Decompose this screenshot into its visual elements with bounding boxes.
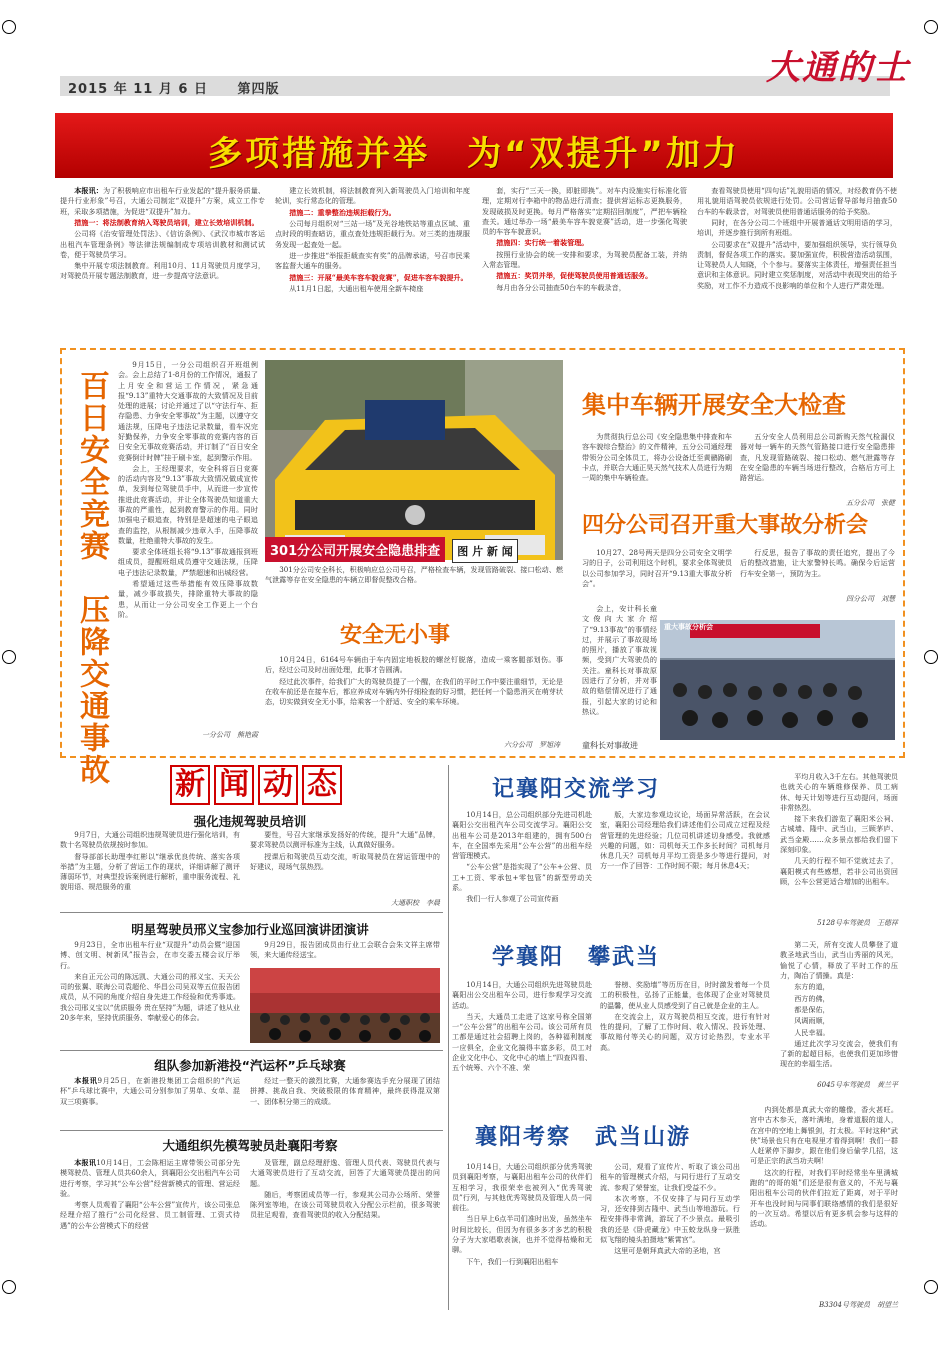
paragraph	[452, 1012, 592, 1074]
paragraph-text: 10月14日，大通公司组织先进驾驶员赴襄阳出公交出租车公司，进行参观学习交流活动。	[452, 980, 592, 1010]
paragraph	[275, 251, 470, 272]
inspection-col1	[582, 432, 732, 512]
paragraph-text: 都是保佑，	[794, 1004, 830, 1014]
registration-mark	[2, 20, 16, 34]
inspection-title: 集中车辆开展安全大检查	[582, 391, 846, 419]
paragraph	[750, 1105, 898, 1167]
news-article-title: 大通组织先模驾驶员赴襄阳考察	[162, 1138, 338, 1153]
paragraph-text: 同时，在各分公司二个班组中开展普通话文明用语的学习，培训，并逐步推行到所有班组。	[697, 217, 897, 238]
paragraph-text: “公车公营”是指实现了“公车+公营、员工+工资、零承包+零包管”的新型劳动关系。	[452, 862, 592, 893]
paragraph-text: 按照行业协会的统一安排和要求，为驾驶员配备工装，并纳入常态管理。	[482, 249, 687, 270]
paragraph	[697, 240, 897, 291]
xy2-col3	[780, 940, 898, 1080]
top-article-col2	[275, 186, 470, 336]
xiangyang-tour-title: 襄阳考察 武当山游	[475, 1125, 692, 1150]
xy3-col3	[750, 1105, 898, 1300]
news-a4-col1	[60, 1158, 240, 1278]
paragraph	[60, 1200, 240, 1231]
registration-mark	[924, 20, 938, 34]
news-a2-col1	[60, 940, 240, 1045]
paragraph-text: 在交流会上，双方驾驶员相互交流，进行有针对性的提问，了解了工作时间、收入情况、投诉处理、事故赔付等关心的问题，双方讨论热烈，专业水平高。	[600, 1011, 770, 1052]
paragraph	[452, 894, 592, 904]
paragraph-text: 经过一整天的激烈比赛，大通参赛选手充分展现了团结拼搏、挑战自我、突破极限的体育精神，最终获得混双第一、团体积分第三的成绩。	[250, 1076, 440, 1106]
paragraph-text: 9月7日，大通公司组织违规驾驶员进行强化培训，有数十名驾驶员依规按时参加。	[60, 830, 240, 850]
accident-col1b: 会上，安计科长童文俊向大家介绍了“9.13事故”的事情经过，并展示了事故现场的照片，播放了事故视频，受到广大驾驶员的关注。童科长对事故原因进行了分析，并对事故的赔偿情况进行了通报，引起大家的讨论和热议。	[582, 604, 657, 716]
safety-no-small-matter-text	[265, 655, 563, 735]
paragraph	[740, 548, 895, 579]
paragraph-text: 平均月收入3千左右。其他驾驶员也就关心的车辆维修保养、员工病休、每天计划等进行互动提问，场面非常热烈。	[780, 772, 898, 812]
safety-left-col	[118, 360, 258, 725]
photo-caption: 301分公司开展安全隐患排查	[265, 537, 445, 562]
paragraph	[482, 283, 687, 293]
paragraph-text: 经过此次事件，给我们广大的驾驶员提了一个醒，在我们的平时工作中要注重细节，无论是在收车前还是在接车后，都应养成对车辆内外仔细检查的好习惯，把任何一个隐患消灭在萌芽状态，切实做到安全无小事，给乘客一个舒适、安全的乘车环境。	[265, 676, 563, 707]
paragraph	[275, 273, 470, 283]
paragraph-text: 考察人员观看了襄阳“公车公营”宣传片，该公司张总经理介绍了推行“公司化经营、员工制管理、工资式待遇”的公车公营模式下的经营	[60, 1200, 240, 1230]
paragraph	[600, 810, 770, 872]
top-article-col4	[697, 186, 897, 336]
paragraph-text: 为贯彻执行总公司《安全隐患集中排查和车容车貌综合整治》的文件精神，五分公司通经理带领分公司全体员工，将办公设备迁至黄鹂路刷卡点，并联合大通正昊天然气技术人员进行为期一周的集中车辆检查。	[582, 432, 732, 483]
top-article-col1	[60, 186, 265, 336]
paragraph	[250, 1158, 440, 1189]
paragraph-text: 9月15日，一分公司组织召开班组例会。会上总结了1-8月份的工作情况，通报了上月安全和营运工作情况，紧急通报“9.13”重特大交通事故的大致情况及目前处理的进展；讨论并通过了以“守法行车、拒存隐患、力争安全零事故”为主题，以遵守交通法规，压降电子违法记录数量，看车况完好勤保养，力争安全零事故的竞赛内容的百日安全无事故竞赛活动，并订制了“百日安全竞赛倒计时牌”挂于刷卡室，起到警示作用。	[118, 360, 258, 462]
paragraph	[780, 1028, 898, 1038]
paragraph-text: 版，大家边参观边议论，场面异常活跃，在会议室，襄阳公司经理给我们讲述他们公司成立过程及经营管理的先进经验；几位司机讲述切身感受。我就感兴趣的问题，如：司机每天工作多长时间？司机每月休息几天？司机每月平均工资是多少等进行提问，对方一一作了回答：工作时间不限；每月休息4天；	[600, 810, 770, 871]
paragraph-text: 10月14日，总公司组织部分先进司机赴襄阳公交出租汽车公司交流学习。襄阳公交出租车公司是2013年组建的，拥有500台车，在全国率先采用“公车公营”的出租车经营管理模式。	[452, 810, 592, 861]
measure-heading: 措施三：开展“最美车容车貌竞赛”，促进车容车貌提升。	[289, 272, 468, 282]
paragraph	[118, 464, 258, 546]
paragraph	[600, 1246, 740, 1256]
paragraph	[740, 432, 895, 483]
news-char: 闻	[214, 765, 254, 805]
paragraph-text: 公司，观看了宣传片、听取了该公司出租车的管理模式介绍，与同行进行了互动交流、参观了荣誉室，让我们受益不少。	[600, 1162, 740, 1192]
paragraph-text: 这次的行程，对我们平时经常坐车里满城跑的“的哥的姐”们还是很有意义的，不光与襄阳出租车公司的伙伴们拉近了距离，对于平时开车也没时间与同事们联络感情的我们是很好的一次互动。希望以后有更多机会参与这样的活动。	[750, 1167, 898, 1229]
paragraph-text: 9月23日，全市出租车行业“双提升”动员会暨“迎国博、创文明、树新风”报告会，在市交委五楼会议厅举行。	[60, 940, 240, 970]
paragraph	[275, 186, 470, 207]
paragraph	[780, 940, 898, 981]
paragraph	[452, 980, 592, 1011]
paragraph	[60, 218, 265, 228]
paragraph-text: 授课后和驾驶员互动交流，听取驾驶员在营运管理中的好建议，现场气氛热烈。	[250, 851, 440, 871]
paragraph	[275, 219, 470, 250]
paragraph-text: 来自正元公司的陈远凯、大通公司的邢义宝、天天公司的张翼、联海公司袁超伦、华昌公司吴双等五位报告团成员，从不同的角度介绍自身先进工作经验和优秀事迹。我公司邢义宝以“优质服务 贵在坚持”为题，讲述了他从业20多年来，坚持优质服务、奉献爱心的体会。	[60, 971, 240, 1023]
paragraph-text: 10月24日，6164号车辆由于车内固定地板胶的螺丝钉脱落，造成一乘客腿部划伤。事后，经过公司及时出面处理，此事才告圆满。	[265, 655, 563, 675]
paragraph	[452, 810, 592, 861]
paragraph-text: 希望通过这些举措能有效压降事故数量，减少事故损失，排除重特大事故的隐患，从而让一分公司安全工作更上一个台阶。	[118, 579, 258, 619]
paragraph-text: 几天的行程不知不觉就过去了，襄阳模式有些感想，若非公司出资回顾，公车公营更适合增加的出租车。	[780, 856, 898, 886]
paragraph-text: 从11月1日起，大通出租车使用全新车椅座	[289, 283, 424, 293]
paragraph-text: 内到处都是真武大帝的雕像，香火甚旺。宫中古木参天，落叶满地，身着道服的道人，在宫中的空地上舞银剑，打太极。平时这种“武侠”场景也只有在电视里才看得到啊！我们一群人赶紧停下脚步，跟在他们身后偷学几招，这可是正宗的武当功夫啊！	[750, 1105, 898, 1166]
xy1-col1	[452, 810, 592, 920]
paragraph	[60, 186, 265, 217]
news-a1-col2	[250, 830, 440, 890]
paragraph	[780, 1005, 898, 1015]
paragraph	[60, 1158, 240, 1199]
paragraph-text: 10月14日，工会陈相运主席带领公司部分先模驾驶员、管理人员共60余人，到襄阳公交出租汽车公司进行考察，学习其“公车公营”经营新模式的管理、营运经验。	[60, 1158, 240, 1198]
paragraph	[780, 1016, 898, 1026]
paragraph-text: 公司将《治安管理处罚法》、《信访条例》、《武汉市城市客运出租汽车管理条例》等法律法规编制成专项培训教材和测试试卷，便于驾驶员学习。	[60, 229, 265, 259]
lead-label: 本报讯	[74, 1158, 97, 1167]
lead-label: 本报讯	[74, 1076, 98, 1085]
learn-xiangyang-title: 学襄阳 攀武当	[492, 945, 661, 970]
paragraph	[250, 1076, 440, 1107]
paragraph-text: 通过此次学习交流会，使我们有了新的起超目标，也使我们更加珍惜现在的幸福生活。	[780, 1038, 898, 1069]
safety-left-signature: 一分公司 熊艳霞	[202, 731, 258, 739]
meeting-photo-caption: 童科长对事故进	[582, 741, 638, 750]
accident-analysis-title: 四分公司召开重大事故分析会	[582, 513, 869, 538]
safety-signature: 六分公司 罗旭涛	[504, 741, 560, 749]
paragraph	[118, 579, 258, 620]
divider	[60, 1050, 443, 1051]
xy2-col2	[600, 980, 770, 1080]
photo-news-tag: 图 片 新 闻	[452, 539, 518, 563]
paragraph-text: 随后，考察团成员等一行，参观其公司办公场所、荣誉陈列室等地，在该公司驾驶员收入分配公示栏前，很多驾驶员驻足观看，查看驾驶员的收入分配结果。	[250, 1189, 440, 1220]
paragraph-text: 风调雨顺，	[794, 1016, 830, 1026]
paragraph-text: 这里可是朝拜真武大帝的圣地，宫	[614, 1246, 721, 1256]
paragraph	[250, 1190, 440, 1221]
xy2-signature: 6045号车驾驶员 黄兰平	[817, 1081, 898, 1089]
paragraph	[118, 360, 258, 463]
taxi-photo	[265, 360, 563, 560]
xy3-signature: B3304号驾驶员 胡望兰	[819, 1301, 898, 1309]
inspection-signature: 五分公司 张健	[846, 499, 895, 507]
paragraph	[60, 852, 240, 893]
paragraph-text: 五分安全人员利用总公司新购天然气检漏仪器对每一辆车的天然气管路接口进行安全隐患排查，凡发现管路破裂、接口松动、燃气泄露等存在安全隐患的车辆当场进行整改，合格后方可上路营运。	[740, 432, 895, 483]
news-a1-col1	[60, 830, 240, 910]
divider	[60, 912, 443, 913]
news-a3-col1	[60, 1076, 240, 1126]
registration-mark	[2, 650, 16, 664]
paragraph-text: 9月25日，在新港投集团工会组织的“汽运杯”乒乓球比赛中，大通公司分别参加了男单、女单、混双三项赛事。	[60, 1076, 240, 1106]
paragraph	[780, 994, 898, 1004]
paragraph-text: 第二天，所有交流人员攀登了道教圣地武当山，武当山秀丽的风光，愉悦了心情，释放了平时工作的压力，陶冶了情操。真是：	[780, 940, 898, 980]
paragraph-text: 我们一行人参观了公司宣传画	[466, 894, 559, 904]
paragraph	[750, 1168, 898, 1230]
paragraph	[600, 980, 770, 1011]
top-article-col3	[482, 186, 687, 336]
vertical-title: 百日安全竞赛 压降交通事故	[74, 370, 109, 786]
xy1-col2	[600, 810, 770, 920]
news-dynamics-box	[170, 765, 350, 810]
paragraph	[275, 208, 470, 218]
paragraph	[780, 814, 898, 855]
paragraph	[265, 677, 563, 708]
paragraph-text: 要性，号召大家继承发扬好的传统，提升“大通”品牌，要求驾驶员以测评标准为主线，认真做好服务。	[250, 830, 440, 850]
photo-caption-bar	[265, 537, 563, 561]
news-char: 新	[170, 765, 210, 805]
registration-mark	[2, 1280, 16, 1294]
safety-no-small-matter-title: 安全无小事	[340, 623, 451, 648]
issue-date: 2015 年 11 月 6 日	[68, 82, 208, 97]
paragraph	[582, 432, 732, 483]
paragraph-text: 西方的佛，	[794, 993, 830, 1003]
accident-col1a: 10月27、28号两天是四分公司安全文明学习的日子，公司利用这个时机，要求全体驾驶员以公司参加学习，同时召开“9.13重大事故分析会”。	[582, 548, 732, 588]
paragraph-text: 10月14日，大通公司组织部分优秀驾驶员到襄阳考察，与襄阳出租车公司的伙伴们互相学习，我很荣幸也被列入“优秀驾驶员”行列，与其他优秀驾驶员及管理人员一同前往。	[452, 1162, 592, 1213]
paragraph-text: 查看驾驶员使用“四句话”礼貌用语的情况，对经教育仍不使用礼貌用语驾驶员依规进行处罚。公司营运督导部每月抽查50台车的车载录音，对驾驶员使用普通话服务的给予奖励。	[697, 186, 897, 216]
registration-mark	[924, 1280, 938, 1294]
news-a3-col2	[250, 1076, 440, 1126]
paragraph-text: 东方的道，	[794, 982, 830, 992]
lead-label: 本报讯：	[74, 186, 103, 195]
meeting-photo-banner: 重大事故分析会	[664, 623, 713, 631]
brand-logo: 大通的士	[766, 48, 910, 88]
paragraph	[780, 982, 898, 992]
accident-signature: 四分公司 刘慧	[846, 595, 895, 603]
paragraph	[600, 1194, 740, 1245]
paragraph-text: 人民幸福。	[794, 1027, 830, 1037]
news-article-title: 明星驾驶员邢义宝参加行业巡回演讲团演讲	[131, 922, 369, 937]
paragraph	[452, 1162, 592, 1213]
paragraph-text: 公司要求在“双提升”活动中，要加强组织领导，实行领导负责制，督促各项工作的落实。要加强宣传，积极营造活动氛围，让驾驶员人人知晓，个个参与。要落实主体责任，增强责任担当意识和主体意识。同时建立奖惩制度，对活动中表现突出的给予奖励，对工作不力造成不良影响的单位和个人进行严肃处理。	[697, 239, 897, 290]
paragraph-text: 集中开展专项法制教育。利用10月、11月驾驶员月度学习，对驾驶员开展专题法制教育，进一步提高守法意识。	[60, 261, 265, 281]
news-char: 动	[258, 765, 298, 805]
issue-date-line	[68, 78, 280, 97]
paragraph-text: 下午，我们一行到襄阳出租车	[466, 1256, 559, 1266]
news-a1-signature: 大通职校 李晨	[391, 899, 440, 907]
registration-mark	[924, 650, 938, 664]
paragraph-text: 及管理，副总经理舒逸、管理人员代表、驾驶员代表与大通驾驶员进行了互动交流，回答了大通驾驶员提出的问题。	[250, 1158, 440, 1188]
news-char: 态	[302, 765, 342, 805]
speech-event-photo	[250, 968, 440, 1043]
paragraph	[780, 1039, 898, 1070]
paragraph	[265, 655, 563, 676]
xy3-col2	[600, 1162, 740, 1302]
paragraph	[60, 940, 240, 971]
paragraph-text: 建立长效机制，将法制教育列入新驾驶员入门培训和年度轮训，实行常态化的管理。	[275, 186, 470, 206]
page-label: 第四版	[237, 82, 280, 97]
divider	[60, 1130, 443, 1131]
paragraph-text: 套，实行“三天一换，即脏即换”。对车内设施实行标准化管理，定期对行李箱中的物品进行清查；提供营运标志更换服务，发现破损及时更换。每月严格落实“定期招回制度”，严把车辆检查关。通过举办一场“最美车容车貌竞赛”活动，进一步强化驾驶员的车容车貌意识。	[482, 186, 687, 237]
paragraph	[250, 830, 440, 851]
paragraph	[482, 238, 687, 248]
column-divider	[448, 765, 449, 1310]
paragraph	[60, 261, 265, 282]
meeting-photo	[660, 620, 895, 740]
paragraph	[452, 1214, 592, 1255]
paragraph-text: 誉榜、奖励墙”等历历在目，时时激发着每一个员工的积极性，弘扬了正能量，也体现了企业对驾驶员的温馨，使从业人员感受到了自己就是企业的主人。	[600, 980, 770, 1010]
paragraph-text: 接下来我们游览了襄阳米公祠、古城墙、隆中、武当山，三顾茅庐、武当金殿……众多景点都给我们留下深刻印象。	[780, 814, 898, 855]
paragraph-text: 会上，王经理要求，安全科将百日竞赛的活动内容及“9.13”事故大致情况做成宣传单，发到每位驾驶员手中，从而进一步宣传推进此竞赛活动，并让全体驾驶员知道重大事故的严重性，起到教育警示的作用。同时加强电子眼追查，特别是是超速的电子眼追查的监控，从根制减少违章入手，压降事故数量，杜绝重特大事故的发生。	[118, 463, 258, 545]
paragraph	[250, 852, 440, 873]
paragraph-text: 每月由各分公司抽查50台车的车载录音，	[496, 282, 626, 292]
news-a2-col2	[250, 940, 440, 965]
paragraph-text: 督导部部长助理李红彬以“继承优良传统、落实各项举措”为主题，分析了营运工作的现状，详细讲解了测评薄弱环节，对典型投诉案例进行解析，重申服务流程、礼貌用语、规范服务的重	[60, 851, 240, 892]
xy3-col1	[452, 1162, 592, 1302]
paragraph	[452, 1257, 592, 1267]
paragraph	[780, 772, 898, 813]
news-a4-col2	[250, 1158, 440, 1278]
headline: 多项措施并举 为“双提升”加力	[208, 134, 740, 174]
paragraph	[697, 218, 897, 239]
paragraph	[60, 229, 265, 260]
paragraph	[275, 284, 470, 294]
xy1-col3	[780, 772, 898, 912]
xy1-signature: 5128号车驾驶员 王德祥	[817, 919, 898, 927]
photo-description: 301分公司安全科长，积极响应总公司号召，严格检查车辆，发现管路破裂、接口松动、燃气泄露等存在安全隐患的车辆立即督促整改合格。	[265, 565, 563, 585]
paragraph	[697, 186, 897, 217]
paragraph	[780, 856, 898, 887]
paragraph-text: 当日早上6点半司们准时出发，虽然坐车时间比较长，但因为有很多多才多艺的积极分子为大家唱歌表演，也并不觉得枯燥和无聊。	[452, 1214, 592, 1255]
paragraph-text: 行反思，报告了事故的责任追究，提出了今后的整改措施，让大家警钟长鸣。确保今后运营行车安全第一，预防为主。	[740, 548, 895, 578]
paragraph-text: 要求全体班组长将“9.13”事故通报到班组成员，提醒班组成员遵守交通法规，压降电子违法记录数量，严禁超速和出城经营。	[118, 547, 258, 577]
paragraph	[118, 547, 258, 578]
measure-heading: 措施二：重拳整治违规拒载行为。	[289, 207, 396, 217]
xy2-col1	[452, 980, 592, 1110]
paragraph	[600, 1012, 770, 1053]
paragraph	[600, 1162, 740, 1193]
paragraph-text: 9月29日，报告团成员由行业工会联合会朱文祥主席带领，来大通传经送宝。	[250, 940, 440, 960]
xiangyang-exchange-title: 记襄阳交流学习	[492, 777, 661, 802]
news-article-title: 组队参加新港投“汽运杯”乒乓球赛	[154, 1058, 346, 1073]
paragraph	[482, 271, 687, 281]
news-article-title: 强化违规驾驶员培训	[193, 814, 307, 829]
paragraph-text: 本次考察，不仅安排了与同行互动学习，还安排到古隆中、武当山等地游玩。行程安排得非常满，游玩了不少景点。最吸引我的还是《卧虎藏龙》中玉蛟龙纵身一跃胜似飞翔的镜头拍摄地“紫霄宫”。	[600, 1193, 740, 1245]
measure-heading: 措施四：实行统一着装管理。	[496, 238, 589, 248]
paragraph	[60, 1076, 240, 1107]
paragraph-text: 公司每月组织对“三站一场”及光谷地铁站等重点区域、重点时段的明查暗访，重点查处违规拒载行为。对三类的违规服务发现一起查处一起。	[275, 218, 470, 249]
paragraph	[482, 250, 687, 271]
paragraph-text: 进一步推进“举报拒载查实有奖”的品牌承诺，号召市民乘客监督大通车的服务。	[275, 250, 470, 271]
paragraph	[482, 186, 687, 237]
paragraph-text: 当天，大通员工走进了这家号称全国第一“公车公营”的出租车公司。该公司所有员工都是通过社会招聘上岗的，各种福利制度一应俱全，企业文化搞得丰富多彩，员工对企业文化中心、文化中心的墙上“四查四看、五个统筹、六个不准、荣	[452, 1011, 592, 1073]
paragraph	[250, 940, 440, 961]
paragraph-text: 为了积极响应市出租车行业发起的“提升服务质量、提升行业形象”号召，大通公司制定“双提升”方案，成立工作专班，采取多项措施，为促进“双提升”加力。	[60, 186, 265, 216]
measure-heading: 措施五：奖罚并举，促使驾驶员使用普通话服务。	[496, 271, 653, 281]
measure-heading: 措施一：将法制教育纳入驾驶员培训，建立长效培训机制。	[74, 217, 259, 227]
paragraph	[60, 830, 240, 851]
paragraph	[452, 862, 592, 893]
paragraph	[60, 972, 240, 1023]
